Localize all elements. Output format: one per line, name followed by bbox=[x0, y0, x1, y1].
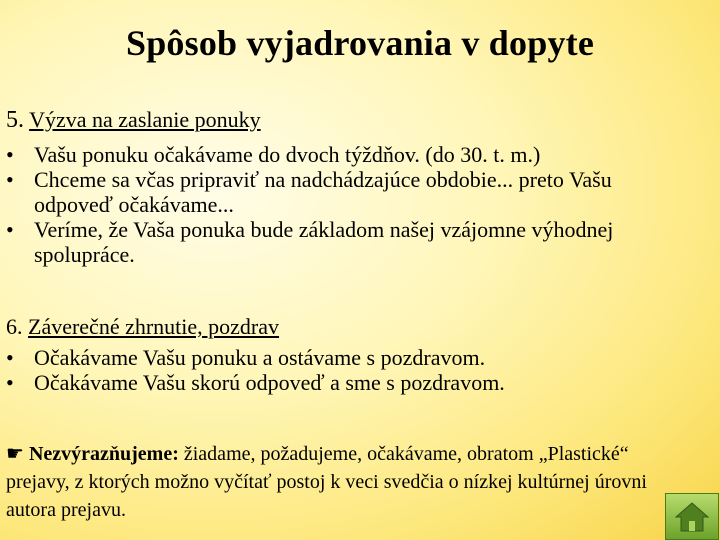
section-5-label: Výzva na zaslanie ponuky bbox=[29, 107, 261, 132]
bullet-symbol: • bbox=[6, 142, 14, 167]
list-item: • Chceme sa včas pripraviť na nadchádzajúce obdobie... preto Vašu odpoveď očakávame... bbox=[6, 167, 612, 217]
bullet-symbol: • bbox=[6, 217, 14, 242]
home-icon bbox=[666, 494, 718, 539]
bullet-symbol: • bbox=[6, 370, 14, 395]
section-6-number: 6. bbox=[6, 314, 23, 339]
list-item: • Vašu ponuku očakávame do dvoch týždňov. (do 30. t. m.) bbox=[6, 142, 541, 167]
home-button[interactable] bbox=[665, 493, 719, 540]
section-6-heading bbox=[6, 314, 279, 340]
list-item: • Očakávame Vašu ponuku a ostávame s pozdravom. bbox=[6, 345, 486, 370]
section-5-heading bbox=[6, 107, 261, 134]
note-text: žiadame, požadujeme, očakávame, obratom „Plastické“ prejavy, z ktorých možno vyčítať postoj k veci svedčia o nízkej kultúrnej úrovni autora prejavu. bbox=[6, 443, 647, 521]
note-paragraph bbox=[6, 440, 666, 524]
bullet-symbol: • bbox=[6, 345, 14, 370]
pointing-hand-icon: ☛ bbox=[6, 443, 24, 465]
section-5-number: 5. bbox=[6, 107, 24, 133]
note-label: Nezvýrazňujeme: bbox=[28, 443, 179, 465]
list-item: • Očakávame Vašu skorú odpoveď a sme s pozdravom. bbox=[6, 370, 505, 395]
list-item: • Veríme, že Vaša ponuka bude základom našej vzájomne výhodnej spolupráce. bbox=[6, 217, 614, 267]
slide-title: Spôsob vyjadrovania v dopyte bbox=[125, 23, 595, 63]
section-6-bullets bbox=[6, 345, 696, 395]
section-6-label: Záverečné zhrnutie, pozdrav bbox=[28, 314, 280, 339]
bullet-symbol: • bbox=[6, 167, 14, 192]
section-5-bullets bbox=[6, 142, 696, 267]
